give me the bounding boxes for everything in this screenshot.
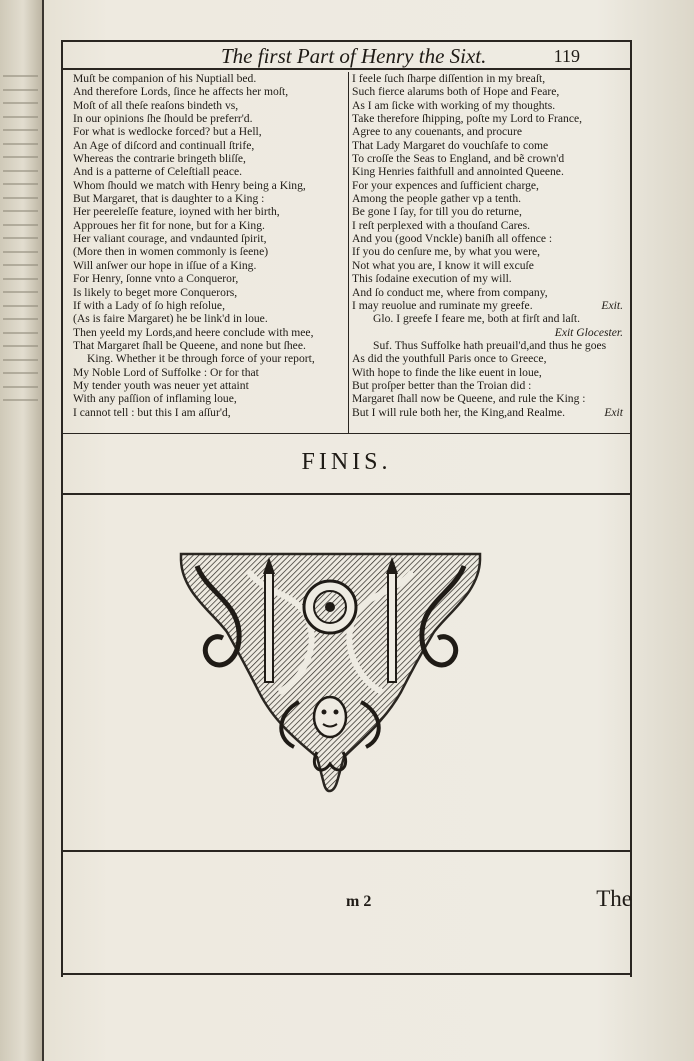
- verse-text: But I will rule both her, the King,and Realme.: [352, 405, 566, 419]
- page-number: 119: [553, 46, 580, 66]
- left-column-line: [63, 139, 348, 152]
- verse-text: This ſodaine execution of my will.: [352, 272, 512, 286]
- verse-text: Margaret ſhall now be Queene, and rule the King :: [352, 392, 586, 406]
- verse-text: Muſt be companion of his Nuptiall bed.: [73, 72, 257, 85]
- left-column-line: [63, 125, 348, 138]
- right-column-line: [349, 272, 629, 285]
- verse-text: In our opinions ſhe ſhould be preferr'd.: [73, 112, 253, 126]
- column-end-rule: [61, 433, 632, 434]
- verse-text: That Lady Margaret do vouchſafe to come: [352, 138, 549, 152]
- right-column-line: [349, 85, 629, 98]
- left-column-line: [63, 312, 348, 325]
- right-column-line: [349, 232, 629, 245]
- tailpiece-ornament-icon: [179, 552, 482, 797]
- left-column-line: [63, 72, 348, 85]
- verse-text: My Noble Lord of Suffolke : Or for that: [73, 365, 259, 379]
- page-frame: [61, 40, 632, 977]
- left-column-line: [63, 99, 348, 112]
- right-column-line: [349, 179, 629, 192]
- left-column-line: [63, 299, 348, 312]
- left-column-line: [63, 352, 348, 365]
- right-column-line: [349, 192, 629, 205]
- right-column-line: [349, 72, 629, 85]
- verse-text: And ſo conduct me, where from company,: [352, 285, 548, 299]
- right-column-line: [349, 205, 629, 218]
- verse-text: Approues her fit for none, but for a King.: [73, 218, 265, 232]
- header-rule-bottom: [61, 68, 632, 70]
- left-column-line: [63, 245, 348, 258]
- right-column-line: [349, 259, 629, 272]
- right-column-line: [349, 379, 629, 392]
- verse-text: Such fierce alarums both of Hope and Feare,: [352, 85, 560, 99]
- left-column-line: [63, 205, 348, 218]
- right-column-line: [349, 339, 629, 352]
- verse-text: Be gone I ſay, for till you do returne,: [352, 205, 522, 219]
- verse-text: Glo. I greefe I feare me, both at firſt and laſt.: [373, 312, 580, 326]
- verse-text: (More then in women commonly is ſeene): [73, 245, 269, 259]
- right-column-line: [349, 312, 629, 325]
- right-column-line: [349, 99, 629, 112]
- verse-text: And is a patterne of Celeſtiall peace.: [73, 165, 243, 179]
- signature-mark: m 2: [346, 893, 372, 910]
- left-column-line: [63, 379, 348, 392]
- left-column-line: [63, 85, 348, 98]
- catchword: The: [596, 886, 632, 911]
- left-column-line: [63, 179, 348, 192]
- verse-text: But Margaret, that is daughter to a King :: [73, 192, 265, 206]
- verse-text: Whereas the contrarie bringeth bliſſe,: [73, 152, 246, 166]
- text-column-right: [348, 72, 629, 433]
- verse-text: (As is faire Margaret) he be link'd in loue.: [73, 312, 268, 326]
- right-column-line: [349, 406, 629, 419]
- stage-direction: Exit Glocester.: [554, 325, 623, 339]
- running-header: [63, 40, 630, 66]
- left-column-line: [63, 406, 348, 419]
- verse-text: Suf. Thus Suffolke hath preuail'd,and thus he goes: [373, 338, 607, 352]
- left-column-line: [63, 286, 348, 299]
- verse-text: My tender youth was neuer yet attaint: [73, 378, 249, 392]
- right-column-line: [349, 366, 629, 379]
- left-column-line: [63, 259, 348, 272]
- left-column-line: [63, 339, 348, 352]
- verse-text: I reſt perplexed with a thouſand Cares.: [352, 218, 531, 232]
- right-column-line: [349, 112, 629, 125]
- verse-text: King Henries faithfull and annointed Queene.: [352, 165, 564, 179]
- verse-text: King. Whether it be through force of your report,: [87, 352, 315, 366]
- verse-text: Her valiant courage, and vndaunted ſpirit,: [73, 232, 267, 246]
- verse-text: But proſper better than the Troian did :: [352, 378, 532, 392]
- left-column-line: [63, 326, 348, 339]
- right-column-line: [349, 245, 629, 258]
- verse-text: Is likely to beget more Conquerors,: [73, 285, 238, 299]
- left-column-line: [63, 192, 348, 205]
- left-column-line: [63, 219, 348, 232]
- left-column-line: [63, 152, 348, 165]
- stage-direction: Exit: [604, 405, 623, 419]
- verse-text: Whom ſhould we match with Henry being a King,: [73, 178, 306, 192]
- left-column-line: [63, 232, 348, 245]
- verse-text: For Henry, ſonne vnto a Conqueror,: [73, 272, 239, 286]
- running-title: The first Part of Henry the Sixt.: [221, 44, 487, 68]
- right-column-line: [349, 299, 629, 312]
- lower-rule: [61, 850, 632, 852]
- verse-text: Among the people gather vp a tenth.: [352, 192, 522, 206]
- right-column-line: [349, 286, 629, 299]
- right-column-line: [349, 165, 629, 178]
- verse-text: And you (good Vnckle) baniſh all offence :: [352, 232, 553, 246]
- bottom-rule: [61, 973, 632, 975]
- verse-text: As did the youthfull Paris once to Greece,: [352, 352, 547, 366]
- verse-text: That Margaret ſhall be Queene, and none but ſhee.: [73, 338, 306, 352]
- verse-text: Agree to any couenants, and procure: [352, 125, 522, 139]
- book-page: [44, 0, 694, 1061]
- verse-text: I feele ſuch ſharpe diſſention in my breaſt,: [352, 72, 546, 85]
- right-column-line: [349, 352, 629, 365]
- verse-text: Take therefore ſhipping, poſte my Lord to France,: [352, 112, 583, 126]
- finis-rule: [61, 493, 632, 495]
- verse-text: If you do cenſure me, by what you were,: [352, 245, 541, 259]
- verse-text: Not what you are, I know it will excuſe: [352, 258, 534, 272]
- verse-text: Her peereleſſe feature, ioyned with her birth,: [73, 205, 280, 219]
- verse-text: To croſſe the Seas to England, and bẽ crown'd: [352, 152, 565, 166]
- left-column-line: [63, 392, 348, 405]
- verse-text: And therefore Lords, ſince he affects her moſt,: [73, 85, 289, 99]
- verse-text: If with a Lady of ſo high reſolue,: [73, 298, 225, 312]
- stage-direction: Exit.: [601, 298, 623, 312]
- verse-text: For your expences and ſufficient charge,: [352, 178, 539, 192]
- verse-text: For what is wedlocke forced? but a Hell,: [73, 125, 262, 139]
- verse-text: As I am ſicke with working of my thoughts.: [352, 98, 556, 112]
- verse-text: Moſt of all theſe reaſons bindeth vs,: [73, 98, 239, 112]
- verse-text: I cannot tell : but this I am aſſur'd,: [73, 405, 231, 419]
- right-column-line: [349, 326, 629, 339]
- verse-text: With hope to finde the like euent in loue,: [352, 365, 542, 379]
- left-column-line: [63, 366, 348, 379]
- right-column-line: [349, 219, 629, 232]
- verse-text: An Age of diſcord and continuall ſtrife,: [73, 138, 255, 152]
- left-column-line: [63, 272, 348, 285]
- verse-text: I may reuolue and ruminate my greefe.: [352, 298, 533, 312]
- verse-text: With any paſſion of inflaming loue,: [73, 392, 237, 406]
- verse-text: Will anſwer our hope in iſſue of a King.: [73, 258, 257, 272]
- text-column-left: [63, 72, 348, 419]
- left-column-line: [63, 165, 348, 178]
- left-column-line: [63, 112, 348, 125]
- finis-heading: FINIS.: [301, 449, 392, 475]
- right-column-line: [349, 125, 629, 138]
- right-column-line: [349, 392, 629, 405]
- adjacent-page-edge: [0, 0, 44, 1061]
- right-column-line: [349, 139, 629, 152]
- verse-text: Then yeeld my Lords,and heere conclude with mee,: [73, 325, 314, 339]
- right-column-line: [349, 152, 629, 165]
